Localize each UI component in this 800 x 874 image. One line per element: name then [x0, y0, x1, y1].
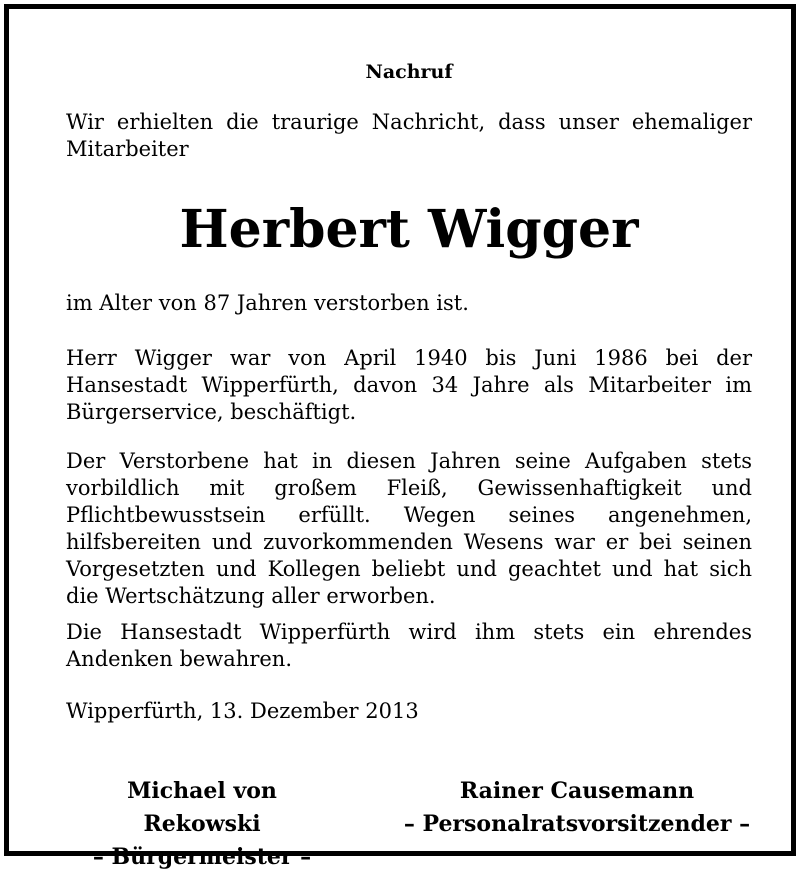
age-paragraph: im Alter von 87 Jahren verstorben ist. [66, 291, 469, 315]
signatory-name: Michael von Rekowski [127, 778, 277, 837]
signatory-title: – Bürgermeister – [92, 844, 312, 870]
signatory-council-chair [402, 775, 752, 874]
praise-paragraph: Der Verstorbene hat in diesen Jahren seine Aufgaben stets vorbildlich mit großem Fleiß, Gewissenhaftigkeit und Pflichtbewusstsein erfüllt. Wegen seines angenehmen, hilfsbereiten und zuvorkommenden Wesens war er bei seinen Vorgesetzten und Kollegen beliebt und geachtet und hat sich die Wertschätzung aller erworben. [66, 449, 752, 608]
memory-paragraph: Die Hansestadt Wipperfürth wird ihm stets ein ehrendes Andenken bewahren. [66, 620, 752, 671]
signature-block [66, 775, 752, 874]
obituary-frame [4, 4, 796, 870]
obituary-content [66, 60, 752, 874]
career-paragraph: Herr Wigger war von April 1940 bis Juni 1986 bei der Hansestadt Wipperfürth, davon 34 Jahre als Mitarbeiter im Bürgerservice, beschäftigt. [66, 346, 752, 424]
place-date: Wipperfürth, 13. Dezember 2013 [66, 699, 419, 723]
signatory-mayor [66, 775, 338, 874]
deceased-name: Herbert Wigger [179, 199, 639, 260]
signatory-title: – Personalratsvorsitzender – [403, 811, 751, 837]
notice-heading: Nachruf [365, 61, 453, 83]
intro-paragraph: Wir erhielten die traurige Nachricht, dass unser ehemaliger Mitarbeiter [66, 110, 752, 161]
signatory-name: Rainer Causemann [459, 778, 695, 804]
